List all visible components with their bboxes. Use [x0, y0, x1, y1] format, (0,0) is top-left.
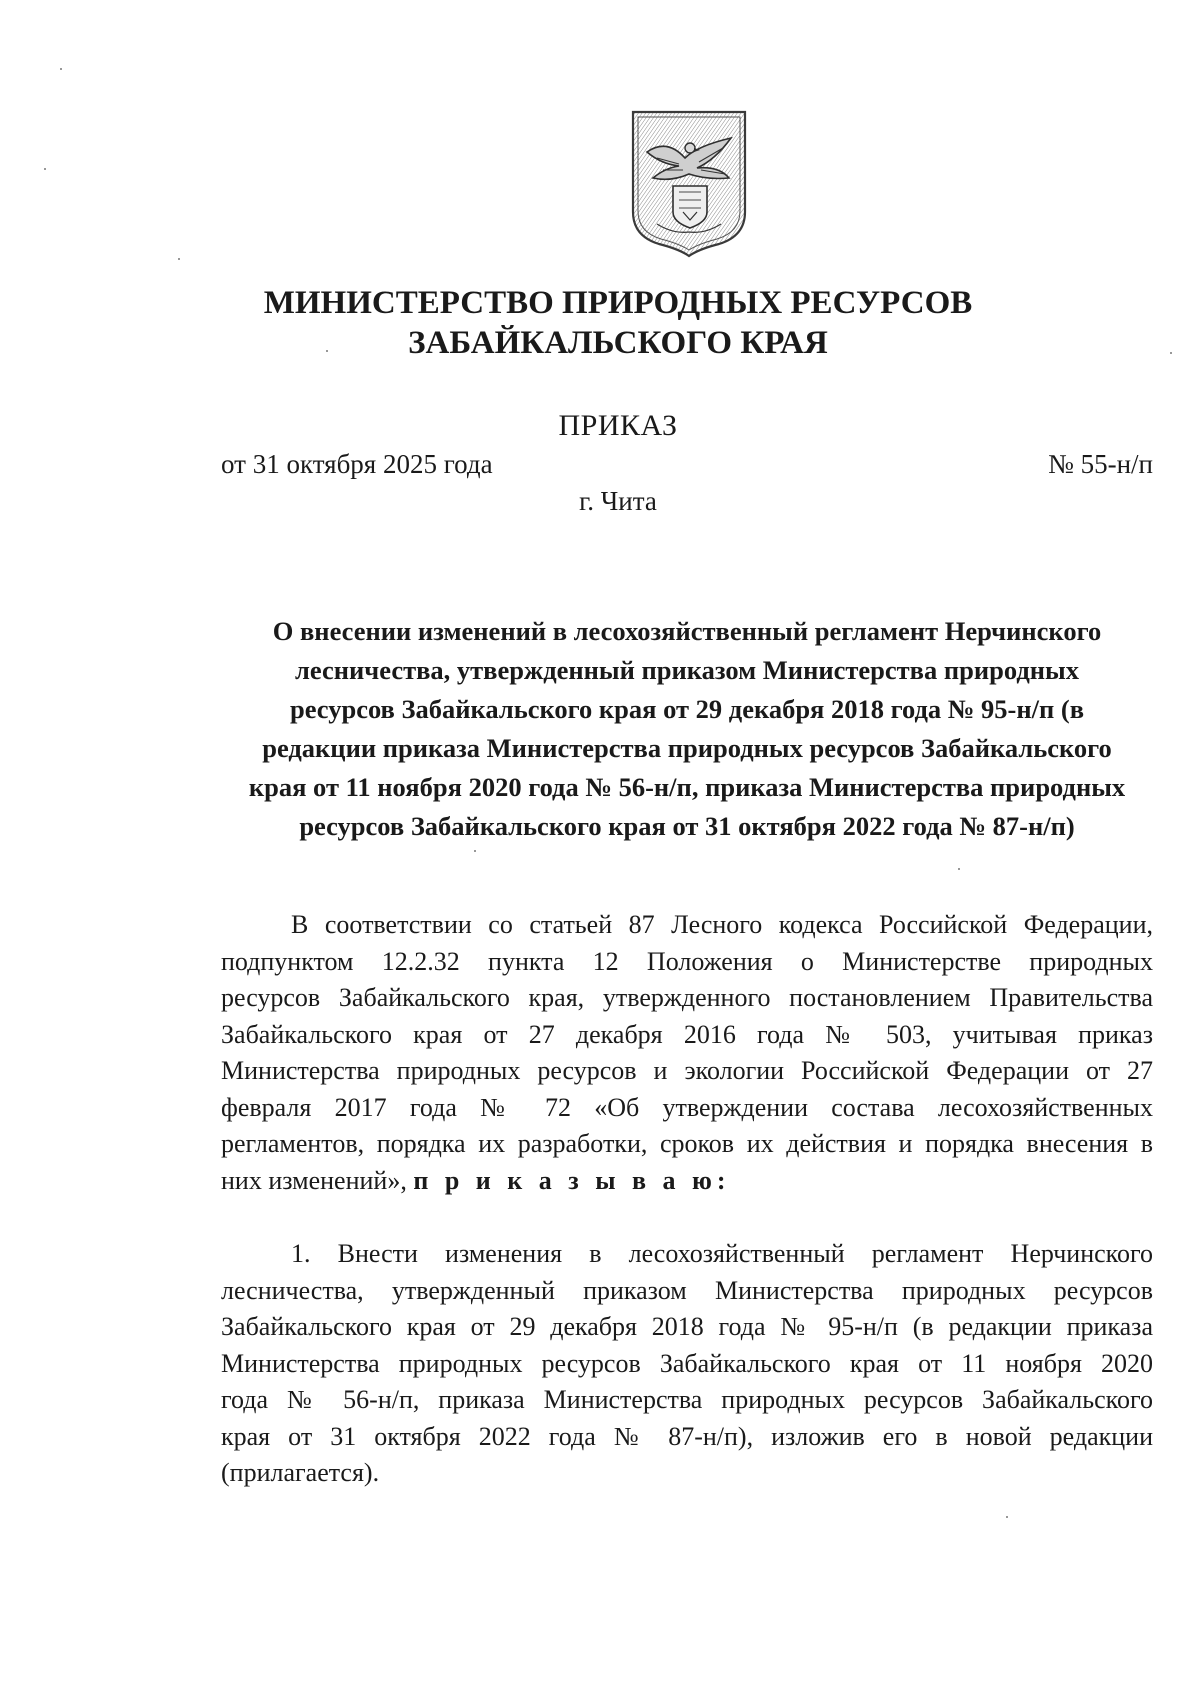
paragraph-line: регламентов, порядка их разработки, сроков их действия и порядка внесения в: [221, 1129, 1153, 1158]
paragraph-line: Министерства природных ресурсов Забайкальского края от 11 ноября 2020: [221, 1348, 1153, 1378]
scan-speck: [474, 850, 476, 852]
title-line: лесничества, утвержденный приказом Министерства природных: [295, 655, 1079, 685]
paragraph-line: Забайкальского края от 29 декабря 2018 года № 95-н/п (в редакции приказа: [221, 1312, 1153, 1341]
title-line: О внесении изменений в лесохозяйственный регламент Нерчинского: [272, 616, 1102, 646]
paragraph-line: лесничества, утвержденный приказом Министерства природных ресурсов: [221, 1275, 1153, 1305]
paragraph-line-last: [221, 1163, 1153, 1200]
paragraph-line: (прилагается).: [221, 1458, 380, 1487]
paragraph-line: Министерства природных ресурсов и экологии Российской Федерации от 27: [221, 1056, 1153, 1085]
coat-of-arms-icon: [627, 108, 751, 258]
paragraph-line: края от 31 октября 2022 года № 87-н/п), изложив его в новой редакции: [221, 1421, 1153, 1451]
document-number: № 55-н/п: [1048, 449, 1153, 479]
scan-speck: [1006, 1516, 1008, 1518]
scan-speck: [1170, 352, 1172, 354]
preamble-paragraph: [221, 907, 1153, 1199]
document-city: г. Чита: [579, 486, 657, 516]
document-title: [221, 612, 1153, 846]
title-line: края от 11 ноября 2020 года № 56-н/п, приказа Министерства природных: [248, 772, 1126, 802]
scan-speck: [326, 350, 328, 352]
organization-name: [0, 283, 1200, 363]
organization-name-line-2: ЗАБАЙКАЛЬСКОГО КРАЯ: [408, 325, 828, 361]
scan-speck: [958, 868, 960, 870]
paragraph-line: Забайкальского края от 27 декабря 2016 года № 503, учитывая приказ: [221, 1019, 1153, 1049]
scan-speck: [178, 258, 180, 260]
paragraph-line: 1. Внести изменения в лесохозяйственный регламент Нерчинского: [291, 1239, 1153, 1268]
paragraph-line: года № 56-н/п, приказа Министерства природных ресурсов Забайкальского: [221, 1385, 1153, 1414]
title-line: редакции приказа Министерства природных ресурсов Забайкальского: [262, 733, 1112, 763]
title-line: ресурсов Забайкальского края от 31 октября 2022 года № 87-н/п): [299, 811, 1075, 841]
document-date: от 31 октября 2025 года: [221, 449, 493, 479]
scan-speck: [44, 168, 46, 170]
item-1-paragraph: [221, 1236, 1153, 1492]
paragraph-line: ресурсов Забайкальского края, утвержденного постановлением Правительства: [221, 983, 1153, 1012]
document-type: ПРИКАЗ: [558, 409, 678, 442]
paragraph-line: февраля 2017 года № 72 «Об утверждении состава лесохозяйственных: [221, 1092, 1153, 1122]
organization-name-line-1: МИНИСТЕРСТВО ПРИРОДНЫХ РЕСУРСОВ: [263, 285, 973, 321]
scan-speck: [60, 68, 62, 70]
paragraph-line: подпунктом 12.2.32 пункта 12 Положения о Министерстве природных: [221, 946, 1153, 976]
paragraph-line-text: них изменений»,: [221, 1165, 407, 1195]
order-word: п р и к а з ы в а ю:: [413, 1165, 731, 1195]
paragraph-line: В соответствии со статьей 87 Лесного кодекса Российской Федерации,: [291, 910, 1153, 939]
title-line: ресурсов Забайкальского края от 29 декабря 2018 года № 95-н/п (в: [289, 694, 1085, 724]
